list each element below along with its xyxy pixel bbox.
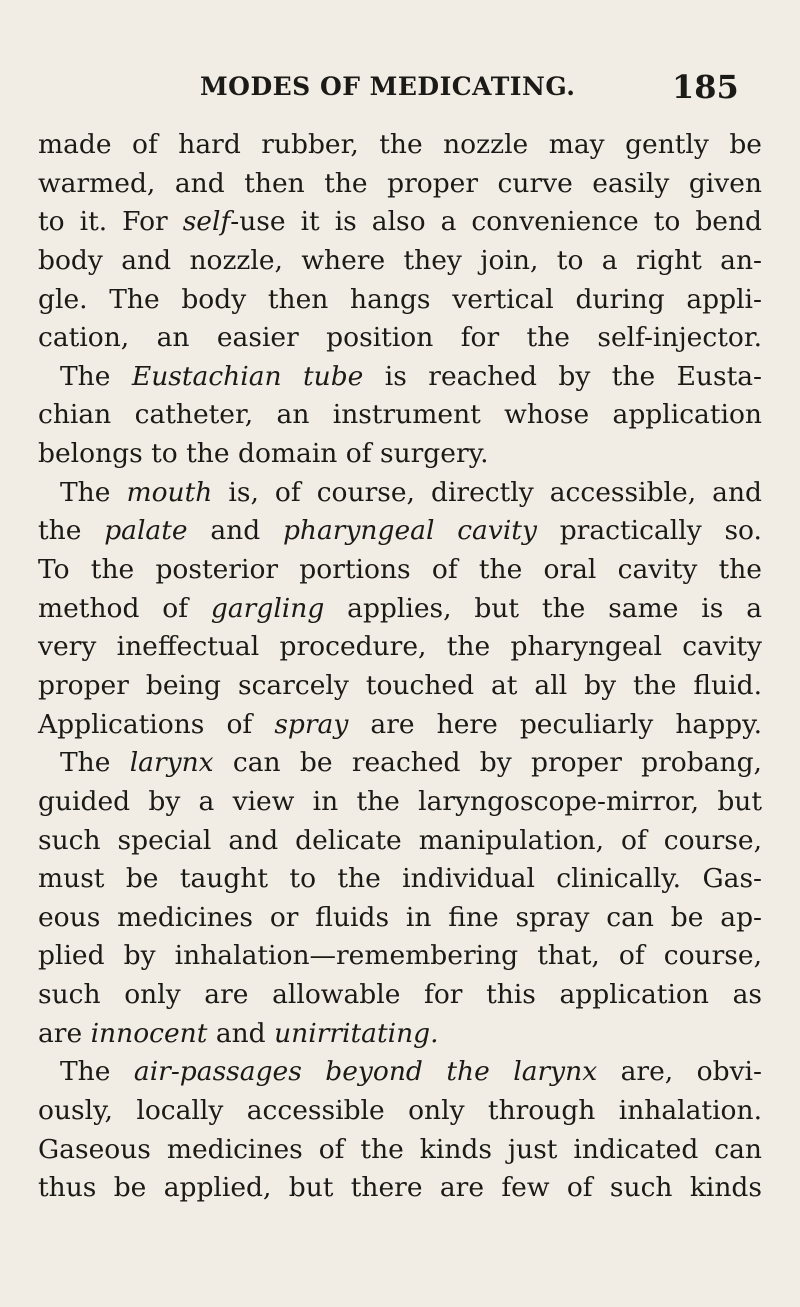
text-segment: the (38, 515, 105, 547)
text-segment: Applications of (38, 708, 275, 740)
text-line (38, 512, 762, 551)
text-line (38, 281, 762, 320)
text-segment: plied by inhalation—remembering that, of course, (38, 940, 762, 972)
text-segment: proper being scarcely touched at all by the fluid. (38, 669, 762, 701)
text-segment: The (60, 747, 130, 779)
text-line (38, 976, 762, 1015)
text-segment: are (38, 1017, 91, 1049)
text-line (38, 706, 762, 745)
italic-phrase: larynx (129, 747, 214, 779)
text-segment: method of (38, 592, 211, 624)
page-header (0, 68, 800, 108)
text-line (38, 203, 762, 242)
text-line (38, 667, 762, 706)
text-segment: cation, an easier position for the self-injector. (38, 322, 762, 354)
text-segment: The (60, 476, 127, 508)
text-line (38, 1053, 762, 1092)
text-segment: guided by a view in the laryngoscope-mirror, but (38, 785, 762, 817)
text-line (38, 937, 762, 976)
text-line (38, 860, 762, 899)
text-segment: applies, but the same is a (324, 592, 762, 624)
text-segment: -use it is also a convenience to bend (230, 206, 762, 238)
text-line (38, 628, 762, 667)
text-line (38, 1015, 762, 1054)
italic-phrase: unirritating. (274, 1017, 439, 1049)
text-segment: and (187, 515, 283, 547)
text-segment: is reached by the Eusta- (363, 360, 762, 392)
italic-phrase: innocent (90, 1017, 208, 1049)
text-line (38, 165, 762, 204)
text-line (38, 319, 762, 358)
text-segment: can be reached by proper probang, (213, 747, 762, 779)
text-segment: The (60, 1056, 134, 1088)
text-segment: practically so. (536, 515, 762, 547)
text-segment: and (207, 1017, 275, 1049)
text-line (38, 783, 762, 822)
text-line (38, 1131, 762, 1170)
italic-phrase: palate (104, 515, 188, 547)
text-line (38, 474, 762, 513)
text-segment: body and nozzle, where they join, to a right an- (38, 244, 762, 276)
italic-phrase: gargling (210, 592, 325, 624)
body-text (38, 126, 762, 1208)
text-segment: gle. The body then hangs vertical during appli- (38, 283, 762, 315)
text-line (38, 1169, 762, 1208)
text-segment: chian catheter, an instrument whose application (38, 399, 762, 431)
running-title: MODES OF MEDICATING. (200, 72, 576, 101)
italic-phrase: mouth (126, 476, 213, 508)
italic-phrase: spray (274, 708, 349, 740)
text-line (38, 551, 762, 590)
text-line (38, 1092, 762, 1131)
text-line (38, 899, 762, 938)
text-segment: to it. For (38, 206, 183, 238)
text-segment: very ineffectual procedure, the pharyngeal cavity (38, 631, 762, 663)
text-line (38, 822, 762, 861)
text-segment: Gaseous medicines of the kinds just indicated can (38, 1133, 762, 1165)
text-line (38, 126, 762, 165)
text-line (38, 435, 762, 474)
text-line (38, 744, 762, 783)
text-segment: must be taught to the individual clinically. Gas- (38, 863, 762, 895)
italic-phrase: self (182, 206, 231, 238)
text-segment: are, obvi- (597, 1056, 762, 1088)
text-segment: is, of course, directly accessible, and (212, 476, 762, 508)
page-number: 185 (672, 68, 739, 106)
italic-phrase: pharyngeal cavity (282, 515, 537, 547)
text-segment: thus be applied, but there are few of such kinds (38, 1172, 762, 1204)
text-segment: ously, locally accessible only through inhalation. (38, 1095, 762, 1127)
text-segment: such special and delicate manipulation, of course, (38, 824, 762, 856)
text-segment: warmed, and then the proper curve easily given (38, 167, 762, 199)
text-segment: made of hard rubber, the nozzle may gently be (38, 129, 762, 160)
text-segment: belongs to the domain of surgery. (38, 438, 489, 470)
italic-phrase: Eustachian tube (131, 360, 364, 392)
text-segment: The (60, 360, 132, 392)
text-line (38, 590, 762, 629)
text-line (38, 396, 762, 435)
text-line (38, 242, 762, 281)
text-segment: To the posterior portions of the oral cavity the (38, 554, 762, 586)
italic-phrase: air-passages beyond the larynx (133, 1056, 598, 1088)
text-segment: are here peculiarly happy. (348, 708, 762, 740)
text-line (38, 358, 762, 397)
text-segment: such only are allowable for this application as (38, 979, 762, 1011)
text-segment: eous medicines or fluids in fine spray can be ap- (38, 901, 762, 933)
